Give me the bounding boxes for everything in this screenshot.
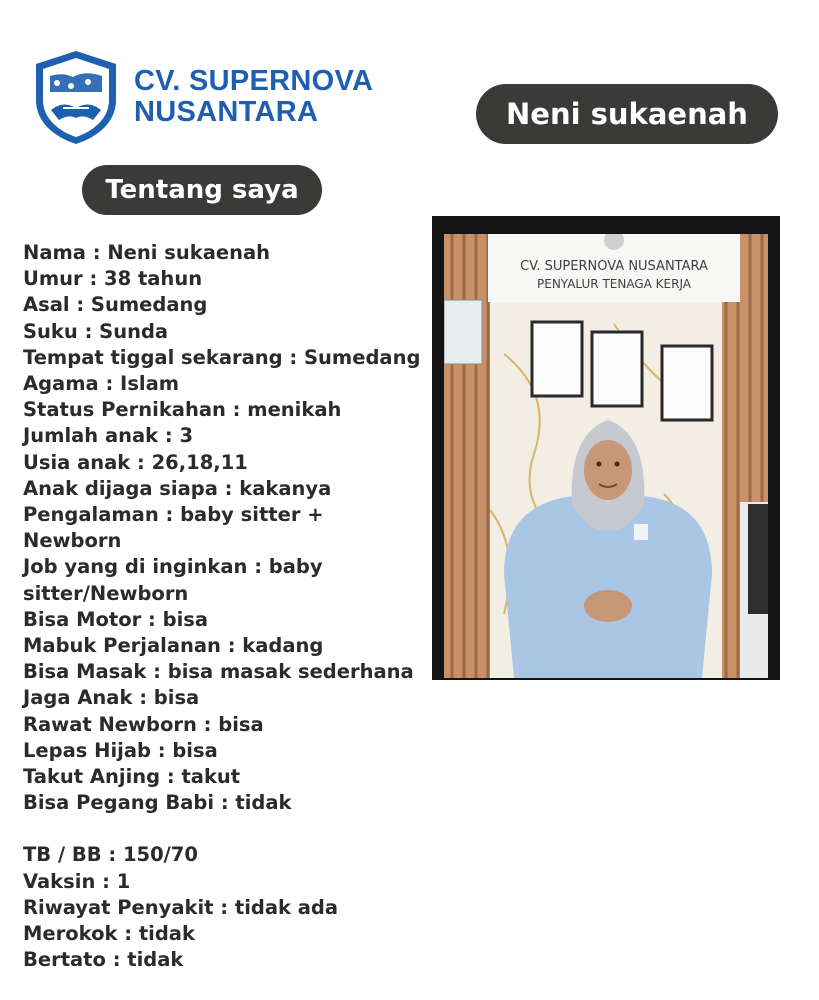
profile-line: Pengalaman : baby sitter + (23, 503, 324, 527)
profile-line: TB / BB : 150/70 (23, 843, 198, 867)
profile-line: Newborn (23, 529, 122, 553)
profile-line: Tempat tiggal sekarang : Sumedang (23, 345, 421, 369)
company-name-line2: NUSANTARA (134, 96, 319, 128)
name-badge: Neni sukaenah (476, 84, 778, 144)
profile-line: Bisa Pegang Babi : tidak (23, 791, 292, 815)
profile-line: Bisa Masak : bisa masak sederhana (23, 660, 414, 684)
profile-line: Rawat Newborn : bisa (23, 712, 264, 736)
sign-line2: PENYALUR TENAGA KERJA (537, 277, 691, 291)
profile-line: Anak dijaga siapa : kakanya (23, 476, 332, 500)
company-logo-icon (33, 48, 119, 146)
sign-line1: CV. SUPERNOVA NUSANTARA (520, 259, 708, 274)
profile-line: Jaga Anak : bisa (23, 686, 200, 710)
photo-illustration (444, 234, 768, 678)
profile-line: Merokok : tidak (23, 922, 195, 946)
about-badge: Tentang saya (82, 165, 322, 215)
profile-line: Job yang di inginkan : baby (23, 555, 323, 579)
profile-line: Bertato : tidak (23, 948, 184, 972)
profile-line: Suku : Sunda (23, 319, 169, 343)
profile-line: Asal : Sumedang (23, 293, 208, 317)
profile-line: Nama : Neni sukaenah (23, 241, 270, 264)
profile-line: Umur : 38 tahun (23, 267, 203, 291)
profile-line: Riwayat Penyakit : tidak ada (23, 895, 339, 919)
profile-line: Agama : Islam (23, 372, 180, 396)
profile-photo (432, 216, 780, 680)
profile-line: Status Pernikahan : menikah (23, 398, 342, 422)
profile-line: Mabuk Perjalanan : kadang (23, 634, 324, 658)
profile-line: Takut Anjing : takut (23, 765, 241, 789)
company-name-line1: CV. SUPERNOVA (134, 65, 374, 97)
profile-line: Vaksin : 1 (23, 869, 131, 893)
profile-line: Jumlah anak : 3 (23, 424, 194, 448)
profile-details (23, 240, 420, 973)
profile-line: Lepas Hijab : bisa (23, 738, 218, 762)
profile-line: Bisa Motor : bisa (23, 607, 209, 631)
profile-line: Usia anak : 26,18,11 (23, 450, 248, 474)
company-name (134, 66, 373, 128)
section-spacer (23, 816, 420, 842)
profile-line: sitter/Newborn (23, 581, 189, 605)
